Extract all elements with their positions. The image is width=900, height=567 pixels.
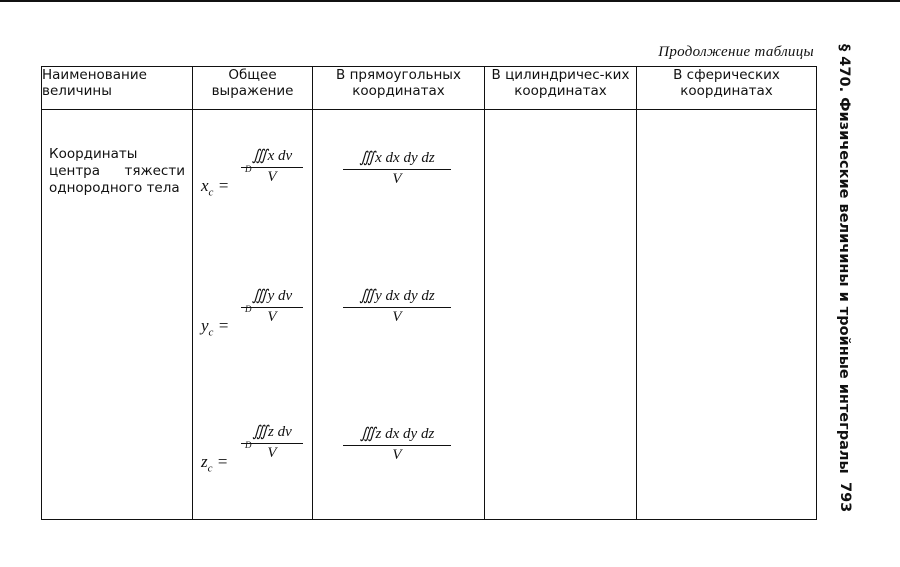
column-header-spherical: В сферических координатах xyxy=(637,67,817,110)
spherical-cell xyxy=(637,110,817,520)
formula-numerator: ∭z dx dy dz xyxy=(359,426,435,442)
formula-numerator: ∭x dx dy dz xyxy=(359,150,435,166)
page-number: 793 xyxy=(837,482,853,513)
quantity-name-cell xyxy=(42,110,193,520)
formula-lhs: $z_c$ = xyxy=(201,452,229,475)
formula-denominator: V xyxy=(392,171,402,187)
formula-zc-general xyxy=(201,422,311,482)
integration-domain: D xyxy=(245,164,252,174)
formula-xc-rectangular xyxy=(343,148,453,188)
column-header-name: Наименование величины xyxy=(42,67,193,110)
section-title-vertical xyxy=(834,40,854,474)
section-title: § 470. Физические величины и тройные интегралы xyxy=(836,44,852,474)
fraction-bar xyxy=(343,169,451,170)
formula-numerator: ∭y dx dy dz xyxy=(359,288,435,304)
quantity-name: Координаты центра тяжести однородного тела xyxy=(49,146,185,196)
formula-numerator: ∭z dv xyxy=(252,424,292,440)
formula-numerator: ∭x dv xyxy=(251,148,293,164)
formula-yc-rectangular xyxy=(343,286,453,326)
cylindrical-cell xyxy=(485,110,637,520)
formula-table xyxy=(41,66,817,520)
top-rule xyxy=(0,0,900,2)
formula-denominator: V xyxy=(267,445,277,461)
formula-denominator: V xyxy=(392,447,402,463)
formula-denominator: V xyxy=(267,309,277,325)
continuation-label: Продолжение таблицы xyxy=(658,44,814,60)
general-expression-cell xyxy=(193,110,313,520)
table-row xyxy=(42,110,817,520)
formula-zc-rectangular xyxy=(343,424,453,464)
fraction-bar xyxy=(343,445,451,446)
integration-domain: D xyxy=(245,304,252,314)
formula-denominator: V xyxy=(392,309,402,325)
table-header-row xyxy=(42,67,817,110)
formula-denominator: V xyxy=(267,169,277,185)
formula-yc-general xyxy=(201,286,311,346)
column-header-cylindrical: В цилиндричес-ких координатах xyxy=(485,67,637,110)
fraction-bar xyxy=(343,307,451,308)
formula-numerator: ∭y dv xyxy=(251,288,293,304)
formula-lhs: $y_c$ = xyxy=(201,316,230,339)
rectangular-cell xyxy=(313,110,485,520)
formula-lhs: $x_c$ = xyxy=(201,176,230,199)
formula-xc-general xyxy=(201,146,311,206)
column-header-general: Общее выражение xyxy=(193,67,313,110)
integration-domain: D xyxy=(245,440,252,450)
column-header-rectangular: В прямоугольных координатах xyxy=(313,67,485,110)
